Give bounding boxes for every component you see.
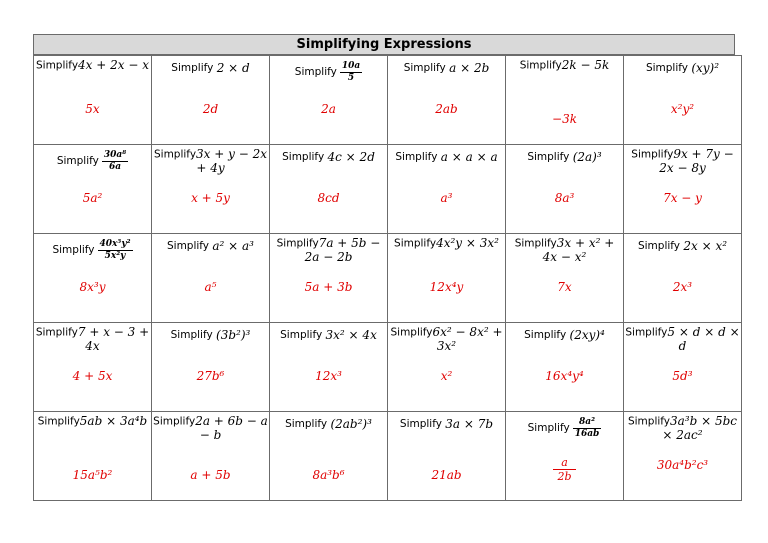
problem-row <box>34 234 742 323</box>
answer <box>624 458 741 472</box>
fraction-numerator: 40x⁵y² <box>99 239 131 249</box>
question <box>152 240 269 254</box>
answer-expression: 8x³y <box>79 280 106 294</box>
answer-expression: 12x³ <box>315 369 342 383</box>
answer-expression: 8cd <box>317 191 340 205</box>
answer-expression: 16x⁴y⁴ <box>545 369 584 383</box>
answer <box>152 102 269 116</box>
answer-expression: a + 5b <box>190 468 231 482</box>
expression: 3x + y − 2x + 4y <box>196 147 267 175</box>
problem-cell <box>506 234 624 323</box>
simplify-label: Simplify <box>56 155 99 167</box>
problem-cell <box>152 323 270 412</box>
answer-numerator: a <box>553 456 575 470</box>
simplify-label: Simplify <box>390 326 433 339</box>
question <box>506 237 623 265</box>
fraction-expression <box>573 417 602 440</box>
expression: 2a + 6b − a − b <box>195 414 268 442</box>
answer <box>152 468 269 482</box>
expression: a × 2b <box>449 61 490 75</box>
fraction-denominator: 6a <box>108 162 122 172</box>
simplify-label: Simplify <box>153 415 196 428</box>
fraction-numerator: 10a <box>341 61 361 71</box>
question <box>388 418 505 432</box>
expression: a² × a³ <box>212 239 254 253</box>
simplify-label: Simplify <box>527 151 570 163</box>
answer-expression: 2a <box>321 102 336 116</box>
answer <box>34 280 151 294</box>
question <box>34 239 151 262</box>
answer-expression: 8a³ <box>554 191 575 205</box>
answer <box>152 191 269 205</box>
simplify-label: Simplify <box>395 151 438 163</box>
simplify-label: Simplify <box>403 62 446 74</box>
expression: 7a + 5b − 2a − 2b <box>304 236 381 264</box>
answer <box>506 456 623 483</box>
simplify-label: Simplify <box>527 422 570 434</box>
simplify-label: Simplify <box>514 237 557 250</box>
question <box>624 415 741 443</box>
answer <box>270 280 387 294</box>
fraction-numerator: 30a⁸ <box>103 150 127 160</box>
problem-cell <box>34 323 152 412</box>
problem-cell <box>152 234 270 323</box>
simplify-label: Simplify <box>166 240 210 252</box>
question <box>270 61 387 84</box>
problem-cell <box>388 323 506 412</box>
problem-cell <box>34 145 152 234</box>
problem-cell <box>152 412 270 501</box>
simplify-label: Simplify <box>35 326 78 339</box>
fraction-numerator: 8a² <box>573 417 602 429</box>
expression: 3x² × 4x <box>325 328 377 342</box>
expression: 6x² − 8x² + 3x² <box>432 325 503 353</box>
expression: 4c × 2d <box>327 150 375 164</box>
expression: 9x + 7y − 2x − 8y <box>659 147 734 175</box>
question <box>506 151 623 165</box>
question <box>152 62 269 76</box>
problem-row <box>34 145 742 234</box>
fraction-expression <box>98 239 133 262</box>
simplify-label: Simplify <box>524 329 567 341</box>
question <box>152 329 269 343</box>
problem-row <box>34 56 742 145</box>
answer-expression: 30a⁴b²c³ <box>656 458 709 472</box>
problem-cell <box>152 56 270 145</box>
problem-cell <box>506 412 624 501</box>
answer <box>388 102 505 116</box>
answer <box>34 369 151 383</box>
simplify-label: Simplify <box>294 66 337 78</box>
answer <box>624 369 741 383</box>
expression: 3a³b × 5bc × 2ac² <box>662 414 738 442</box>
answer-expression: x²y² <box>670 102 695 116</box>
answer <box>624 280 741 294</box>
problem-cell <box>270 412 388 501</box>
problem-cell <box>624 323 742 412</box>
simplify-label: Simplify <box>625 326 668 339</box>
answer <box>270 191 387 205</box>
problem-cell <box>388 56 506 145</box>
problem-cell <box>624 234 742 323</box>
expression: 2 × d <box>216 61 250 75</box>
answer <box>388 369 505 383</box>
question <box>506 329 623 343</box>
problem-cell <box>34 412 152 501</box>
simplify-label: Simplify <box>645 62 688 74</box>
answer-expression: 12x⁴y <box>429 280 464 294</box>
expression: (2a)³ <box>572 150 602 164</box>
expression: (2xy)⁴ <box>569 328 605 342</box>
answer <box>34 102 151 116</box>
simplify-label: Simplify <box>170 329 213 341</box>
answer-expression: 7x − y <box>663 191 702 205</box>
problem-cell <box>624 56 742 145</box>
answer-expression: 7x <box>557 280 572 294</box>
answer-expression: a⁵ <box>204 280 217 294</box>
question <box>388 151 505 165</box>
simplify-label: Simplify <box>519 59 562 72</box>
answer-expression: 5d³ <box>672 369 693 383</box>
problem-cell <box>34 56 152 145</box>
expression: 2k − 5k <box>561 58 610 72</box>
problem-row <box>34 323 742 412</box>
answer-expression: 15a⁵b² <box>72 468 113 482</box>
expression: (xy)² <box>691 61 720 75</box>
answer <box>34 191 151 205</box>
problem-cell <box>270 56 388 145</box>
problem-cell <box>270 323 388 412</box>
problem-cell <box>624 412 742 501</box>
question <box>506 417 623 440</box>
question <box>624 240 741 254</box>
problem-cell <box>388 145 506 234</box>
simplify-label: Simplify <box>637 240 681 252</box>
answer-expression: 2d <box>202 102 219 116</box>
expression: 3x + x² + 4x − x² <box>542 236 615 264</box>
answer-expression: 2ab <box>435 102 458 116</box>
question <box>624 148 741 176</box>
question <box>624 62 741 76</box>
answer-fraction <box>553 456 575 483</box>
question <box>624 326 741 354</box>
simplify-label: Simplify <box>627 415 671 428</box>
question <box>34 150 151 173</box>
simplify-label: Simplify <box>37 415 80 428</box>
answer <box>270 468 387 482</box>
answer-denominator: 2b <box>557 470 572 483</box>
expression: (3b²)³ <box>216 328 251 342</box>
problem-cell <box>270 234 388 323</box>
expression: (2ab²)³ <box>330 417 372 431</box>
answer-expression: 5x <box>85 102 100 116</box>
problem-cell <box>624 145 742 234</box>
expression: 2x × x² <box>683 239 728 253</box>
question <box>34 326 151 354</box>
simplify-label: Simplify <box>171 62 214 74</box>
simplify-label: Simplify <box>282 151 325 163</box>
question <box>506 59 623 73</box>
fraction-denominator: 5x²y <box>104 251 126 261</box>
fraction-denominator: 16ab <box>574 429 600 439</box>
answer-expression: 21ab <box>431 468 462 482</box>
problem-cell <box>388 234 506 323</box>
answer <box>624 102 741 116</box>
simplify-label: Simplify <box>276 237 319 250</box>
question <box>270 151 387 165</box>
simplify-label: Simplify <box>36 59 79 72</box>
answer-expression: 27b⁶ <box>196 369 225 383</box>
question <box>34 59 151 73</box>
question <box>34 415 151 429</box>
problem-cell <box>388 412 506 501</box>
simplify-label: Simplify <box>394 237 437 250</box>
problem-cell <box>506 56 624 145</box>
simplify-label: Simplify <box>285 418 328 430</box>
expression: 5 × d × d × d <box>667 325 740 353</box>
answer <box>506 369 623 383</box>
expression: 5ab × 3a⁴b <box>79 414 148 428</box>
question <box>270 237 387 265</box>
simplify-label: Simplify <box>280 329 323 341</box>
answer-expression: 5a² <box>82 191 103 205</box>
question <box>270 329 387 343</box>
answer <box>388 280 505 294</box>
answer-expression: x + 5y <box>191 191 230 205</box>
fraction-expression <box>102 150 128 173</box>
simplify-label: Simplify <box>52 244 95 256</box>
question <box>388 326 505 354</box>
answer <box>624 191 741 205</box>
answer <box>152 280 269 294</box>
answer <box>388 191 505 205</box>
question <box>388 62 505 76</box>
answer <box>506 280 623 294</box>
fraction-denominator: 5 <box>347 73 355 83</box>
worksheet-title: Simplifying Expressions <box>33 34 735 55</box>
answer-expression: 2x³ <box>672 280 693 294</box>
answer <box>34 468 151 482</box>
answer <box>270 102 387 116</box>
problem-grid <box>33 55 742 501</box>
answer-expression: 4 + 5x <box>72 369 113 383</box>
answer <box>270 369 387 383</box>
answer-expression: 8a³b⁶ <box>312 468 345 482</box>
expression: a × a × a <box>440 150 498 164</box>
expression: 4x + 2x − x <box>78 58 149 72</box>
expression: 4x²y × 3x² <box>436 236 499 250</box>
answer-expression: x² <box>440 369 453 383</box>
simplify-label: Simplify <box>399 418 442 430</box>
answer-expression: −3k <box>552 112 577 126</box>
question <box>152 148 269 176</box>
problem-cell <box>152 145 270 234</box>
problem-cell <box>506 323 624 412</box>
question <box>152 415 269 443</box>
worksheet <box>33 34 740 501</box>
answer <box>506 191 623 205</box>
expression: 3a × 7b <box>445 417 494 431</box>
problem-cell <box>270 145 388 234</box>
simplify-label: Simplify <box>154 148 197 161</box>
answer <box>506 112 623 126</box>
problem-row <box>34 412 742 501</box>
answer-expression: a³ <box>440 191 453 205</box>
problem-cell <box>506 145 624 234</box>
question <box>388 237 505 251</box>
problem-cell <box>34 234 152 323</box>
answer-expression: 5a + 3b <box>304 280 353 294</box>
expression: 7 + x − 3 + 4x <box>77 325 150 353</box>
fraction-expression <box>340 61 362 84</box>
simplify-label: Simplify <box>631 148 674 161</box>
answer <box>152 369 269 383</box>
question <box>270 418 387 432</box>
answer <box>388 468 505 482</box>
